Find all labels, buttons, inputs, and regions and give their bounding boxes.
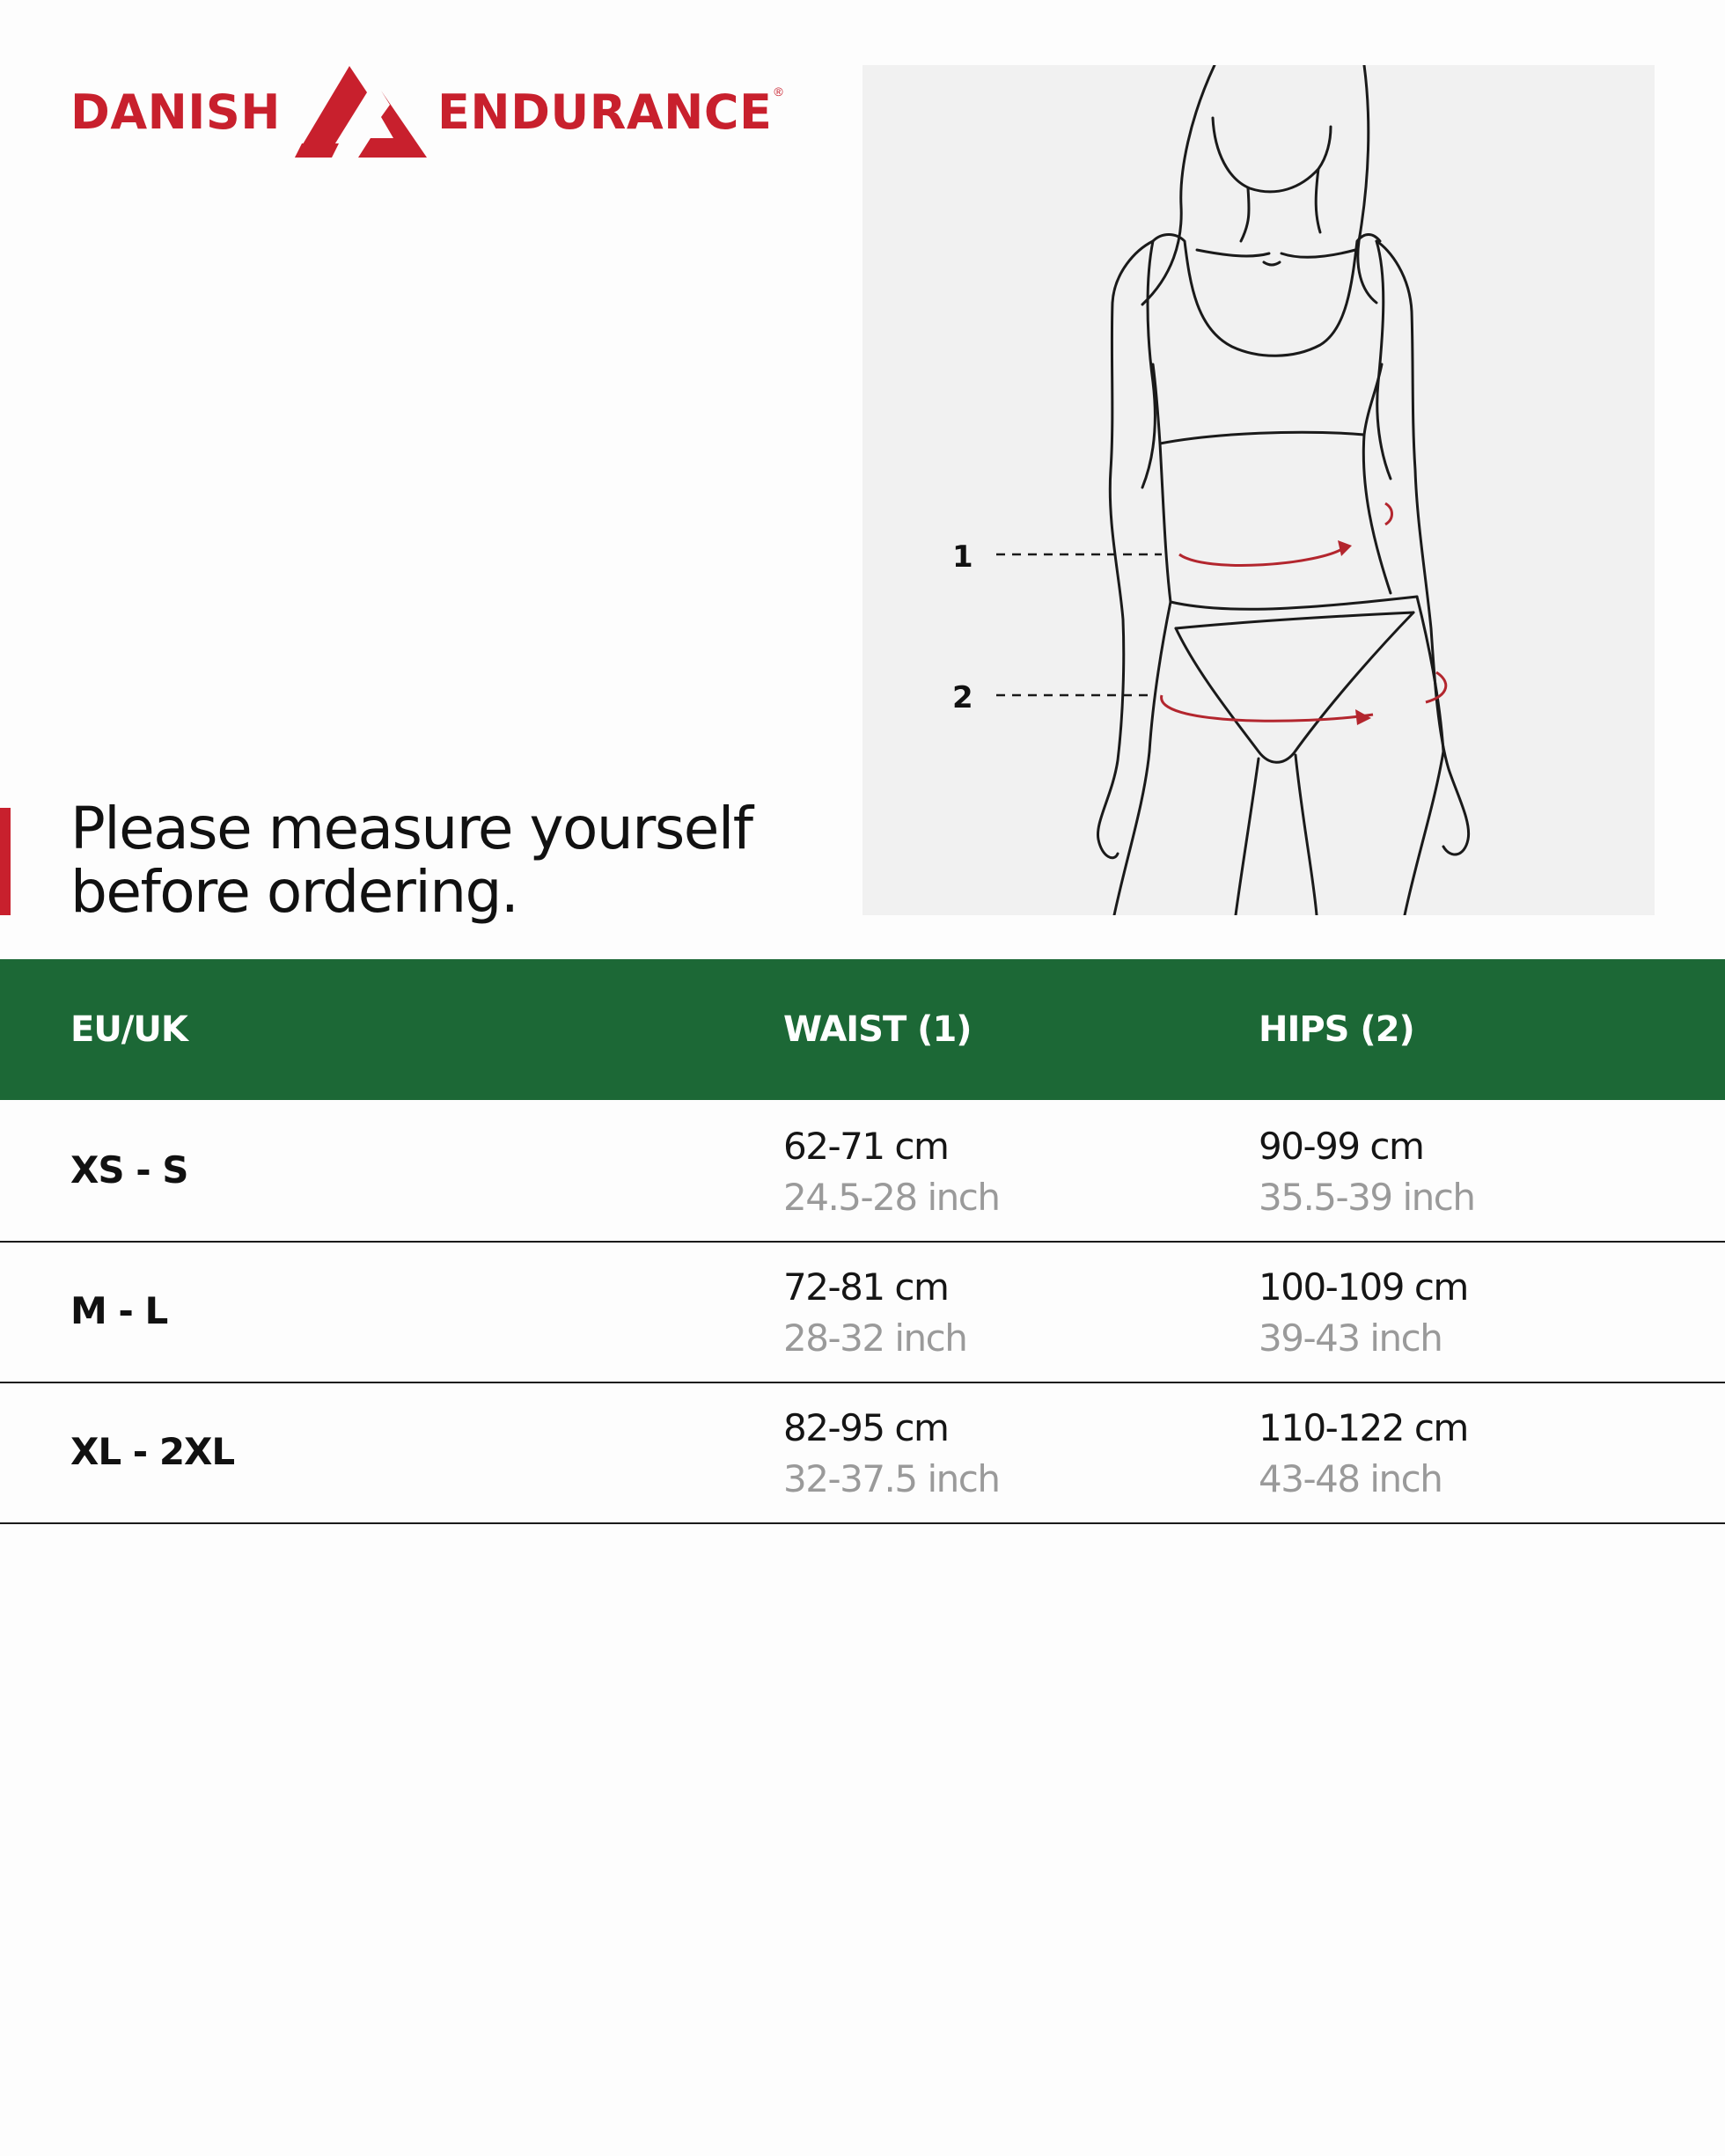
- registered-mark: ®: [774, 84, 783, 99]
- waist-cm: 62-71 cm: [783, 1125, 949, 1168]
- header-hips: HIPS (2): [1259, 1009, 1414, 1050]
- waist-cell: [783, 1121, 999, 1223]
- size-label: M - L: [70, 1289, 168, 1332]
- header-eu-uk: EU/UK: [70, 1009, 187, 1050]
- page-title: [70, 797, 827, 924]
- table-row: [0, 1382, 1725, 1524]
- brand-name-left: DANISH: [70, 84, 281, 140]
- waist-inch: 28-32 inch: [783, 1316, 967, 1360]
- marker-2: 2: [952, 680, 973, 715]
- table-row: [0, 1100, 1725, 1243]
- title-line-2: before ordering.: [70, 858, 518, 926]
- brand-logo: [70, 63, 783, 160]
- marker-1: 1: [952, 539, 973, 575]
- measurement-illustration: [862, 65, 1655, 915]
- hips-inch: 43-48 inch: [1259, 1457, 1442, 1500]
- hips-inch: 35.5-39 inch: [1259, 1176, 1475, 1219]
- waist-inch: 32-37.5 inch: [783, 1457, 1000, 1500]
- hips-cm: 110-122 cm: [1259, 1406, 1468, 1449]
- hips-cell: [1259, 1121, 1474, 1223]
- waist-cell: [783, 1262, 966, 1364]
- table-row: [0, 1241, 1725, 1383]
- size-label: XS - S: [70, 1148, 188, 1192]
- size-label: XL - 2XL: [70, 1430, 235, 1473]
- title-line-1: Please measure yourself: [70, 795, 752, 862]
- hips-cell: [1259, 1262, 1468, 1364]
- waist-cm: 72-81 cm: [783, 1265, 949, 1309]
- accent-bar: [0, 808, 11, 915]
- waist-inch: 24.5-28 inch: [783, 1176, 1000, 1219]
- waist-cell: [783, 1403, 999, 1505]
- size-table-header: [0, 959, 1725, 1100]
- hips-cm: 90-99 cm: [1259, 1125, 1424, 1168]
- brand-name-right: ENDURANCE: [437, 84, 773, 140]
- header-waist: WAIST (1): [783, 1009, 972, 1050]
- waist-cm: 82-95 cm: [783, 1406, 949, 1449]
- hips-cell: [1259, 1403, 1468, 1505]
- body-outline-figure: [862, 65, 1655, 915]
- hips-cm: 100-109 cm: [1259, 1265, 1468, 1309]
- mountain-logo-icon: [295, 66, 427, 158]
- hips-inch: 39-43 inch: [1259, 1316, 1442, 1360]
